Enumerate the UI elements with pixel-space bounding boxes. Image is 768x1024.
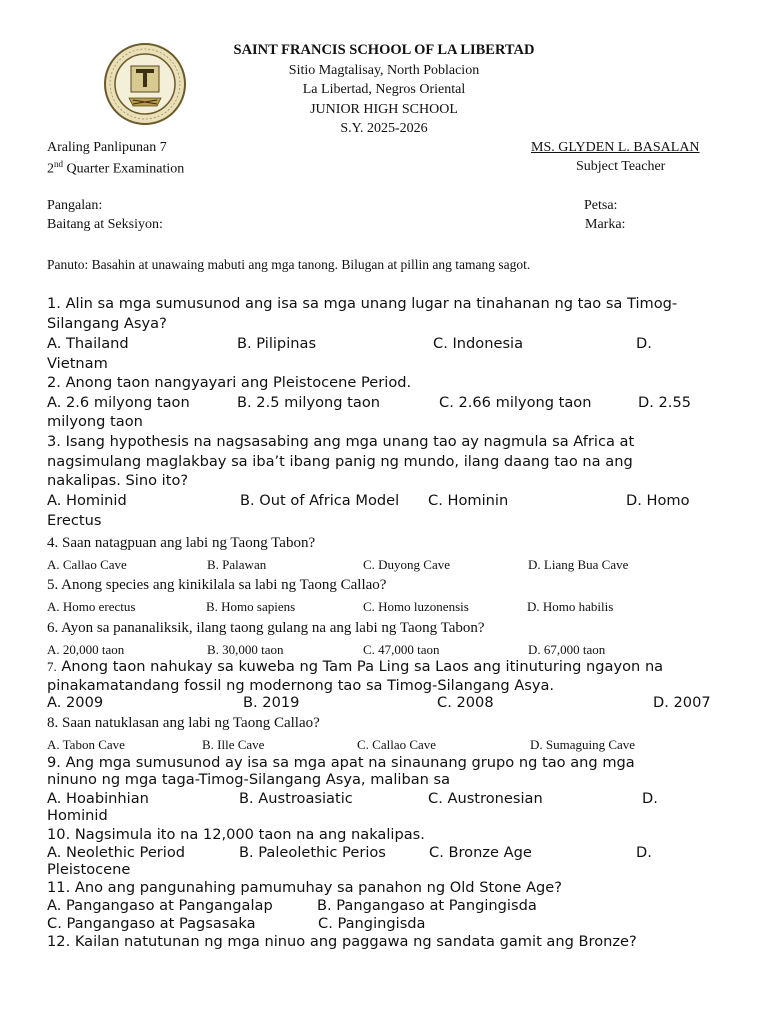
question-1-stem-line1: 1. Alin sa mga sumusunod ang isa sa mga unang lugar na tinahanan ng tao sa Timog- bbox=[47, 295, 678, 312]
question-11-stem: 11. Ano ang pangunahing pamumuhay sa panahon ng Old Stone Age? bbox=[47, 879, 562, 896]
question-2-option-c[interactable]: C. 2.66 milyong taon bbox=[439, 394, 592, 411]
question-10-option-d-wrap[interactable]: Pleistocene bbox=[47, 861, 131, 878]
question-1-option-d-wrap[interactable]: Vietnam bbox=[47, 355, 108, 372]
question-7-option-d[interactable]: D. 2007 bbox=[653, 694, 711, 711]
instructions: Panuto: Basahin at unawaing mabuti ang mga tanong. Bilugan at pillin ang tamang sagot. bbox=[47, 257, 531, 272]
school-year: S.Y. 2025-2026 bbox=[340, 121, 428, 136]
question-1-stem-line2: Silangang Asya? bbox=[47, 315, 167, 332]
question-4-option-d[interactable]: D. Liang Bua Cave bbox=[528, 557, 629, 572]
question-4-option-c[interactable]: C. Duyong Cave bbox=[363, 557, 451, 572]
question-6-option-a[interactable]: A. 20,000 taon bbox=[47, 642, 125, 657]
question-8-option-d[interactable]: D. Sumaguing Cave bbox=[530, 737, 636, 752]
teacher-name: MS. GLYDEN L. BASALAN bbox=[531, 140, 700, 155]
school-name: SAINT FRANCIS SCHOOL OF LA LIBERTAD bbox=[233, 42, 535, 58]
score-field-label: Marka: bbox=[585, 217, 626, 232]
question-5-option-b[interactable]: B. Homo sapiens bbox=[206, 599, 296, 614]
subject-label: Araling Panlipunan 7 bbox=[47, 140, 167, 155]
question-8-option-c[interactable]: C. Callao Cave bbox=[357, 737, 437, 752]
question-9-stem-line1: 9. Ang mga sumusunod ay isa sa mga apat na sinaunang grupo ng tao ang mga bbox=[47, 754, 635, 771]
question-10-stem: 10. Nagsimula ito na 12,000 taon na ang nakalipas. bbox=[47, 826, 425, 843]
question-3-option-a[interactable]: A. Hominid bbox=[47, 492, 127, 509]
question-3-option-d-wrap[interactable]: Erectus bbox=[47, 512, 102, 529]
question-5-stem: 5. Anong species ang kinikilala sa labi ng Taong Callao? bbox=[47, 577, 387, 593]
question-6-option-d[interactable]: D. 67,000 taon bbox=[528, 642, 606, 657]
question-9-option-b[interactable]: B. Austroasiatic bbox=[239, 790, 353, 807]
question-10-option-d[interactable]: D. bbox=[636, 844, 652, 861]
question-3-stem-line2: nagsimulang maglakbay sa iba’t ibang panig ng mundo, ilang daang tao na ang bbox=[47, 453, 633, 470]
question-5-option-d[interactable]: D. Homo habilis bbox=[527, 599, 614, 614]
question-3-option-b[interactable]: B. Out of Africa Model bbox=[240, 492, 400, 509]
question-11-option-a[interactable]: A. Pangangaso at Pangangalap bbox=[47, 897, 273, 914]
question-9-option-c[interactable]: C. Austronesian bbox=[428, 790, 543, 807]
question-3-option-d[interactable]: D. Homo bbox=[626, 492, 690, 509]
question-9-option-a[interactable]: A. Hoabinhian bbox=[47, 790, 149, 807]
question-5-option-c[interactable]: C. Homo luzonensis bbox=[363, 599, 469, 614]
question-6-option-c[interactable]: C. 47,000 taon bbox=[363, 642, 440, 657]
question-4-option-a[interactable]: A. Callao Cave bbox=[47, 557, 127, 572]
question-10-option-b[interactable]: B. Paleolethic Perios bbox=[239, 844, 386, 861]
question-7-stem-line2: pinakamatandang fossil ng modernong tao sa Timog-Silangang Asya. bbox=[47, 677, 555, 694]
school-level: JUNIOR HIGH SCHOOL bbox=[310, 102, 458, 117]
question-1-option-d[interactable]: D. bbox=[636, 335, 652, 352]
question-4-option-b[interactable]: B. Palawan bbox=[207, 557, 267, 572]
name-field-label: Pangalan: bbox=[47, 198, 103, 213]
question-1-option-c[interactable]: C. Indonesia bbox=[433, 335, 524, 352]
question-11-option-b[interactable]: B. Pangangaso at Pangingisda bbox=[317, 897, 537, 914]
question-11-option-d[interactable]: C. Pangingisda bbox=[318, 915, 426, 932]
question-7-option-b[interactable]: B. 2019 bbox=[243, 694, 300, 711]
question-9-option-d[interactable]: D. bbox=[642, 790, 658, 807]
question-3-option-c[interactable]: C. Hominin bbox=[428, 492, 509, 509]
question-2-option-b[interactable]: B. 2.5 milyong taon bbox=[237, 394, 381, 411]
quarter-label: 2nd Quarter Examination bbox=[47, 159, 185, 177]
question-10-option-a[interactable]: A. Neolethic Period bbox=[47, 844, 186, 861]
question-3-stem-line1: 3. Isang hypothesis na nagsasabing ang mga unang tao ay nagmula sa Africa at bbox=[47, 433, 635, 450]
question-2-option-d-wrap[interactable]: milyong taon bbox=[47, 413, 143, 430]
section-field-label: Baitang at Seksiyon: bbox=[47, 217, 163, 232]
question-6-stem: 6. Ayon sa pananaliksik, ilang taong gulang na ang labi ng Taong Tabon? bbox=[47, 620, 485, 636]
question-12-stem: 12. Kailan natutunan ng mga ninuo ang paggawa ng sandata gamit ang Bronze? bbox=[47, 933, 637, 950]
question-7-option-a[interactable]: A. 2009 bbox=[47, 694, 104, 711]
question-9-option-d-wrap[interactable]: Hominid bbox=[47, 807, 108, 824]
question-9-stem-line2: ninuno ng mga taga-Timog-Silangang Asya, maliban sa bbox=[47, 771, 451, 788]
question-5-option-a[interactable]: A. Homo erectus bbox=[47, 599, 136, 614]
question-8-stem: 8. Saan natuklasan ang labi ng Taong Callao? bbox=[47, 715, 320, 731]
date-field-label: Petsa: bbox=[584, 198, 618, 213]
school-address-line1: Sitio Magtalisay, North Poblacion bbox=[288, 63, 480, 78]
question-3-stem-line3: nakalipas. Sino ito? bbox=[47, 472, 189, 489]
question-8-option-a[interactable]: A. Tabon Cave bbox=[47, 737, 125, 752]
question-1-option-a[interactable]: A. Thailand bbox=[47, 335, 129, 352]
question-6-option-b[interactable]: B. 30,000 taon bbox=[207, 642, 284, 657]
question-2-stem: 2. Anong taon nangyayari ang Pleistocene Period. bbox=[47, 374, 412, 391]
question-4-stem: 4. Saan natagpuan ang labi ng Taong Tabon? bbox=[47, 535, 316, 551]
question-2-option-a[interactable]: A. 2.6 milyong taon bbox=[47, 394, 190, 411]
school-address-line2: La Libertad, Negros Oriental bbox=[302, 82, 466, 97]
question-2-option-d[interactable]: D. 2.55 bbox=[638, 394, 692, 411]
question-1-option-b[interactable]: B. Pilipinas bbox=[237, 335, 317, 352]
teacher-role: Subject Teacher bbox=[576, 159, 666, 174]
question-7-stem-line1: 7. Anong taon nahukay sa kuweba ng Tam Pa Ling sa Laos ang itinuturing ngayon na bbox=[47, 658, 664, 675]
question-11-option-c[interactable]: C. Pangangaso at Pagsasaka bbox=[47, 915, 256, 932]
question-10-option-c[interactable]: C. Bronze Age bbox=[429, 844, 532, 861]
question-8-option-b[interactable]: B. Ille Cave bbox=[202, 737, 265, 752]
question-7-option-c[interactable]: C. 2008 bbox=[437, 694, 494, 711]
